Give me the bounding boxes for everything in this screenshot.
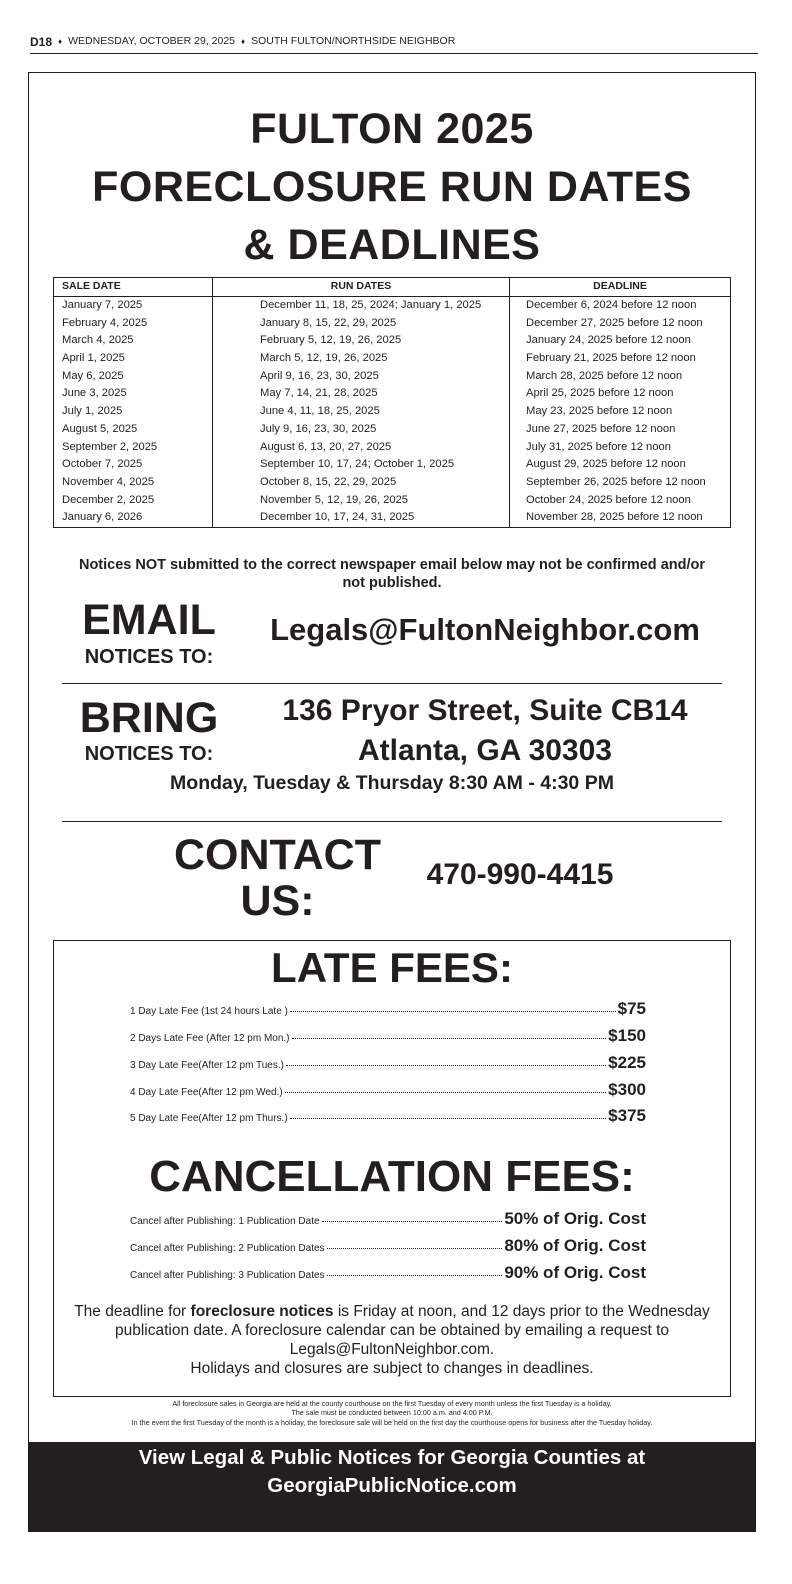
deadline-text-part-2: is Friday at noon, and 12 days prior to the Wednesday publication date. A foreclosure calendar can be obtained by emailing a request to Legals@FultonNeighbor.com. bbox=[114, 1303, 710, 1358]
divider bbox=[62, 683, 722, 684]
run-dates-cell: January 8, 15, 22, 29, 2025 bbox=[213, 314, 510, 332]
table-row bbox=[54, 438, 731, 456]
deadline-cell: May 23, 2025 before 12 noon bbox=[510, 403, 731, 421]
masthead bbox=[30, 35, 758, 54]
sale-date-cell: January 6, 2026 bbox=[54, 509, 213, 527]
cancellation-fee-row bbox=[130, 1236, 646, 1256]
run-dates-cell: November 5, 12, 19, 26, 2025 bbox=[213, 491, 510, 509]
fee-amount: $150 bbox=[608, 1026, 646, 1045]
run-dates-cell: October 8, 15, 22, 29, 2025 bbox=[213, 474, 510, 492]
deadline-text-part-1: The deadline for bbox=[74, 1303, 191, 1320]
diamond-separator-icon: ♦ bbox=[241, 37, 246, 46]
fee-label: 3 Day Late Fee(After 12 pm Tues.) bbox=[130, 1060, 284, 1071]
bring-label: BRING bbox=[79, 694, 219, 742]
sale-date-cell: October 7, 2025 bbox=[54, 456, 213, 474]
deadline-cell: November 28, 2025 before 12 noon bbox=[510, 509, 731, 527]
column-header-run-dates: RUN DATES bbox=[213, 278, 510, 297]
run-dates-cell: March 5, 12, 19, 26, 2025 bbox=[213, 350, 510, 368]
table-row bbox=[54, 332, 731, 350]
sale-date-cell: March 4, 2025 bbox=[54, 332, 213, 350]
email-notices-to-label: NOTICES TO: bbox=[84, 646, 214, 668]
deadline-cell: February 21, 2025 before 12 noon bbox=[510, 350, 731, 368]
fine-print-line: The sale must be conducted between 10:00 a.m. and 4:00 P.M. bbox=[291, 1408, 493, 1418]
table-row bbox=[54, 296, 731, 314]
deadline-text-bold: foreclosure notices bbox=[190, 1303, 334, 1320]
table-row bbox=[54, 456, 731, 474]
late-fee-row bbox=[130, 1053, 646, 1073]
cancellation-fees-title: CANCELLATION FEES: bbox=[149, 1152, 635, 1201]
street-address: 136 Pryor Street, Suite CB14 bbox=[282, 694, 688, 727]
title-line-2: FORECLOSURE RUN DATES bbox=[92, 163, 692, 211]
table-row bbox=[54, 350, 731, 368]
issue-date: WEDNESDAY, OCTOBER 29, 2025 bbox=[68, 35, 236, 47]
sale-date-cell: June 3, 2025 bbox=[54, 385, 213, 403]
contact-phone[interactable]: 470-990-4415 bbox=[426, 858, 614, 891]
holiday-note: Holidays and closures are subject to changes in deadlines. bbox=[190, 1360, 594, 1377]
run-dates-cell: February 5, 12, 19, 26, 2025 bbox=[213, 332, 510, 350]
deadline-paragraph bbox=[64, 1302, 720, 1378]
deadline-cell: March 28, 2025 before 12 noon bbox=[510, 367, 731, 385]
deadline-cell: August 29, 2025 before 12 noon bbox=[510, 456, 731, 474]
fine-print-line: All foreclosure sales in Georgia are held at the county courthouse on the first Tuesday of every month unless the first Tuesday is a holiday. bbox=[172, 1399, 612, 1408]
dot-leader bbox=[327, 1275, 503, 1276]
sale-date-cell: November 4, 2025 bbox=[54, 474, 213, 492]
deadline-cell: December 27, 2025 before 12 noon bbox=[510, 314, 731, 332]
title-line-3: & DEADLINES bbox=[243, 221, 541, 269]
email-label: EMAIL bbox=[82, 596, 216, 644]
fee-label: Cancel after Publishing: 1 Publication Date bbox=[130, 1216, 320, 1227]
fee-label: 5 Day Late Fee(After 12 pm Thurs.) bbox=[130, 1113, 288, 1124]
sale-date-cell: May 6, 2025 bbox=[54, 367, 213, 385]
fee-amount: 80% of Orig. Cost bbox=[504, 1236, 646, 1255]
cancellation-fee-row bbox=[130, 1209, 646, 1229]
deadline-cell: September 26, 2025 before 12 noon bbox=[510, 474, 731, 492]
late-fee-row bbox=[130, 1080, 646, 1100]
run-dates-cell: August 6, 13, 20, 27, 2025 bbox=[213, 438, 510, 456]
fee-amount: $375 bbox=[608, 1106, 646, 1125]
run-dates-cell: December 10, 17, 24, 31, 2025 bbox=[213, 509, 510, 527]
title-line-1: FULTON 2025 bbox=[250, 105, 534, 153]
city-state-zip: Atlanta, GA 30303 bbox=[358, 734, 612, 767]
fine-print bbox=[28, 1399, 756, 1427]
sale-date-cell: April 1, 2025 bbox=[54, 350, 213, 368]
dot-leader bbox=[286, 1065, 606, 1066]
fee-amount: $225 bbox=[608, 1053, 646, 1072]
table-row bbox=[54, 421, 731, 439]
diamond-separator-icon: ♦ bbox=[58, 37, 63, 46]
fee-amount: $300 bbox=[608, 1080, 646, 1099]
run-dates-cell: December 11, 18, 25, 2024; January 1, 2025 bbox=[213, 296, 510, 314]
fee-amount: 90% of Orig. Cost bbox=[504, 1263, 646, 1282]
sale-date-cell: December 2, 2025 bbox=[54, 491, 213, 509]
sale-date-cell: January 7, 2025 bbox=[54, 296, 213, 314]
deadline-cell: June 27, 2025 before 12 noon bbox=[510, 421, 731, 439]
run-dates-cell: September 10, 17, 24; October 1, 2025 bbox=[213, 456, 510, 474]
dot-leader bbox=[327, 1248, 503, 1249]
deadline-cell: January 24, 2025 before 12 noon bbox=[510, 332, 731, 350]
contact-label-line-2: US: bbox=[240, 877, 315, 925]
table-row bbox=[54, 367, 731, 385]
footer-banner bbox=[28, 1442, 756, 1532]
footer-line-1: View Legal & Public Notices for Georgia Counties at bbox=[138, 1446, 646, 1469]
footer-website-link[interactable]: GeorgiaPublicNotice.com bbox=[267, 1474, 517, 1497]
run-dates-cell: June 4, 11, 18, 25, 2025 bbox=[213, 403, 510, 421]
deadline-cell: October 24, 2025 before 12 noon bbox=[510, 491, 731, 509]
column-header-sale-date: SALE DATE bbox=[54, 278, 213, 297]
cancellation-fee-row bbox=[130, 1263, 646, 1283]
dot-leader bbox=[290, 1011, 616, 1012]
dot-leader bbox=[322, 1221, 503, 1222]
dot-leader bbox=[292, 1038, 607, 1039]
late-fee-row bbox=[130, 1026, 646, 1046]
run-dates-cell: May 7, 14, 21, 28, 2025 bbox=[213, 385, 510, 403]
sale-date-cell: July 1, 2025 bbox=[54, 403, 213, 421]
table-row bbox=[54, 491, 731, 509]
contact-label-line-1: CONTACT bbox=[173, 831, 381, 879]
fee-amount: $75 bbox=[617, 999, 646, 1018]
table-row bbox=[54, 474, 731, 492]
fee-label: 1 Day Late Fee (1st 24 hours Late ) bbox=[130, 1006, 288, 1017]
publication-name: SOUTH FULTON/NORTHSIDE NEIGHBOR bbox=[251, 35, 456, 47]
column-header-deadline: DEADLINE bbox=[510, 278, 731, 297]
table-row bbox=[54, 314, 731, 332]
page-title bbox=[28, 100, 756, 274]
late-fee-row bbox=[130, 1106, 646, 1126]
table-row bbox=[54, 403, 731, 421]
fine-print-line: In the event the first Tuesday of the month is a holiday, the foreclosure sale will be held on the first day the courthouse opens for business after the Tuesday holiday. bbox=[131, 1417, 653, 1427]
table-header-row bbox=[54, 278, 731, 297]
page-number: D18 bbox=[30, 35, 53, 49]
dot-leader bbox=[285, 1092, 607, 1093]
run-dates-cell: April 9, 16, 23, 30, 2025 bbox=[213, 367, 510, 385]
table-row bbox=[54, 509, 731, 527]
run-dates-table bbox=[53, 277, 731, 528]
office-hours: Monday, Tuesday & Thursday 8:30 AM - 4:30 PM bbox=[170, 772, 614, 794]
sale-date-cell: September 2, 2025 bbox=[54, 438, 213, 456]
deadline-cell: July 31, 2025 before 12 noon bbox=[510, 438, 731, 456]
fee-label: Cancel after Publishing: 3 Publication Dates bbox=[130, 1270, 325, 1281]
sale-date-cell: February 4, 2025 bbox=[54, 314, 213, 332]
submission-warning: Notices NOT submitted to the correct newspaper email below may not be confirmed and/or not published. bbox=[78, 557, 706, 591]
late-fee-row bbox=[130, 999, 646, 1019]
run-dates-cell: July 9, 16, 23, 30, 2025 bbox=[213, 421, 510, 439]
email-address[interactable]: Legals@FultonNeighbor.com bbox=[270, 612, 700, 647]
deadline-cell: April 25, 2025 before 12 noon bbox=[510, 385, 731, 403]
fee-label: 2 Days Late Fee (After 12 pm Mon.) bbox=[130, 1033, 290, 1044]
dot-leader bbox=[290, 1118, 607, 1119]
sale-date-cell: August 5, 2025 bbox=[54, 421, 213, 439]
contact-label bbox=[160, 832, 395, 924]
fee-label: Cancel after Publishing: 2 Publication Dates bbox=[130, 1243, 325, 1254]
late-fees-title: LATE FEES: bbox=[271, 944, 513, 991]
fee-label: 4 Day Late Fee(After 12 pm Wed.) bbox=[130, 1087, 283, 1098]
fee-amount: 50% of Orig. Cost bbox=[504, 1209, 646, 1228]
bring-notices-to-label: NOTICES TO: bbox=[84, 743, 214, 765]
divider bbox=[62, 821, 722, 822]
table-row bbox=[54, 385, 731, 403]
deadline-cell: December 6, 2024 before 12 noon bbox=[510, 296, 731, 314]
